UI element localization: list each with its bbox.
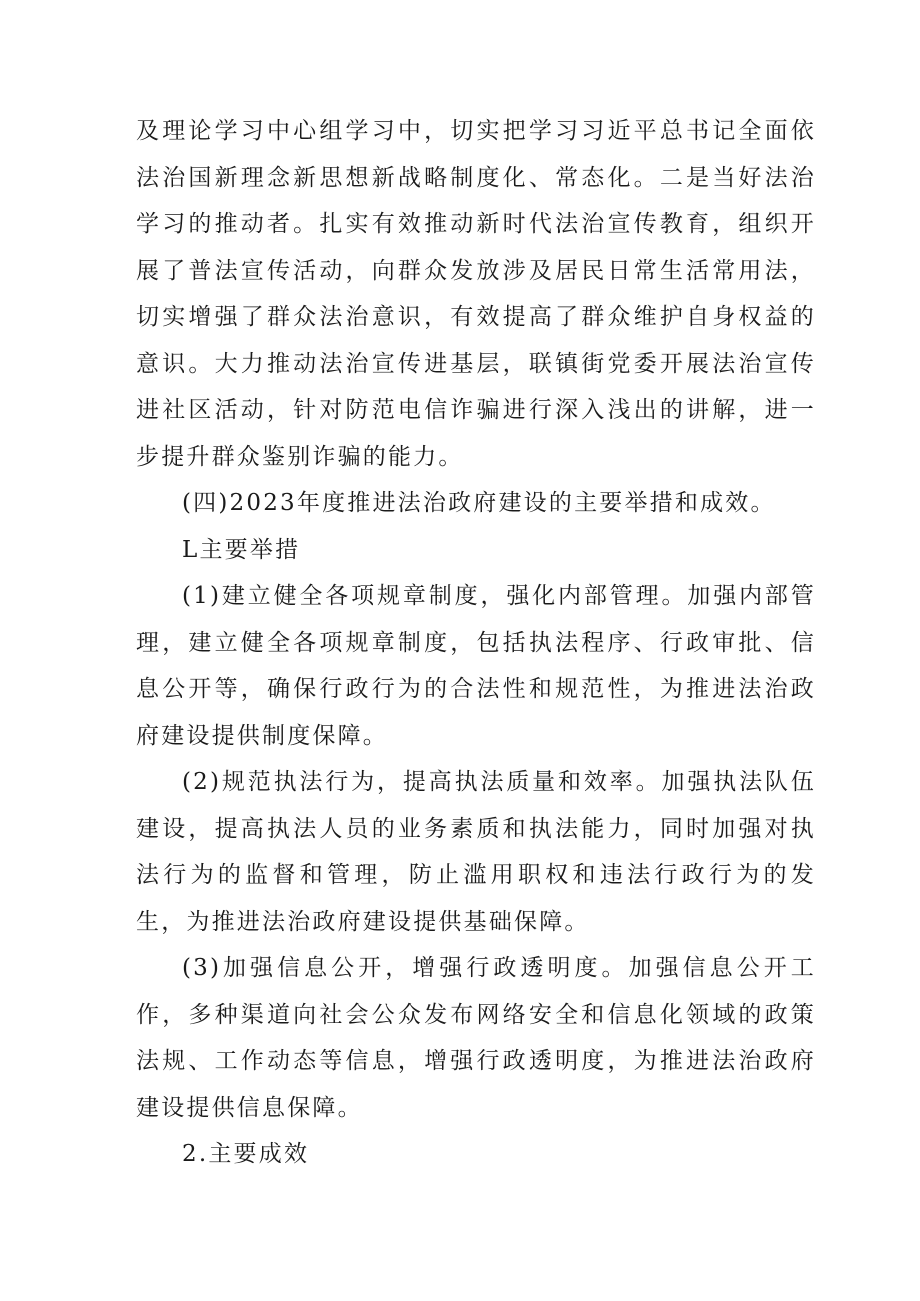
paragraph-legal-study-continuation: 及理论学习中心组学习中，切实把学习习近平总书记全面依法治国新理念新思想新战略制度化、常态化。二是当好法治学习的推动者。扎实有效推动新时代法治宣传教育，组织开展了普法宣传活动，向群众发放涉及居民日常生活常用法，切实增强了群众法治意识，有效提高了群众维护自身权益的意识。大力推动法治宣传进基层，联镇街党委开展法治宣传进社区活动，针对防范电信诈骗进行深入浅出的讲解，进一步提升群众鉴别诈骗的能力。	[136, 118, 816, 470]
paragraph-measure-3: (3)加强信息公开，增强行政透明度。加强信息公开工作，多种渠道向社会公众发布网络安全和信息化领域的政策法规、工作动态等信息，增强行政透明度，为推进法治政府建设提供信息保障。	[136, 955, 816, 1121]
subheading-main-results: 2.主要成效	[182, 1141, 310, 1167]
document-body	[136, 108, 816, 1178]
paragraph-measure-2: (2)规范执法行为，提高执法质量和效率。加强执法队伍建设，提高执法人员的业务素质和执法能力，同时加强对执法行为的监督和管理，防止滥用职权和违法行政行为的发生，为推进法治政府建设提供基础保障。	[136, 769, 816, 935]
paragraph-measure-1: (1)建立健全各项规章制度，强化内部管理。加强内部管理，建立健全各项规章制度，包括执法程序、行政审批、信息公开等，确保行政行为的合法性和规范性，为推进法治政府建设提供制度保障。	[136, 583, 816, 749]
section-heading-four: (四)2023年度推进法治政府建设的主要举措和成效。	[182, 490, 776, 516]
subheading-main-measures: L主要举措	[182, 536, 301, 563]
